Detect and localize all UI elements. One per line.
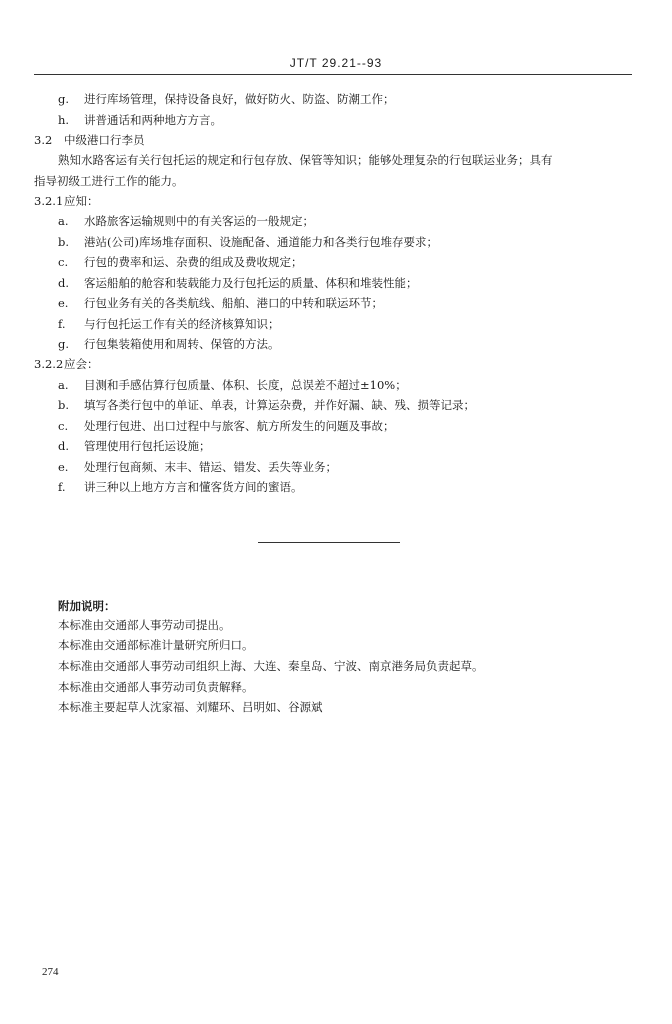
item-mark: d. [58, 276, 70, 290]
notes-title: 附加说明： [58, 599, 116, 613]
end-divider [258, 542, 400, 543]
item-text: 水路旅客运输规则中的有关客运的一般规定； [84, 214, 314, 228]
item-text: 处理行包商频、末丰、错运、错发、丢失等业务； [84, 460, 337, 474]
list-item [58, 317, 280, 331]
list-item [58, 113, 222, 127]
page-number: 274 [42, 966, 59, 978]
section-heading-3-2-2 [34, 357, 99, 371]
item-mark: c. [58, 419, 69, 433]
item-text: 管理使用行包托运设施； [84, 439, 211, 453]
list-item [58, 419, 395, 433]
list-item [58, 92, 395, 106]
item-text: 客运船舶的舱容和装载能力及行包托运的质量、体积和堆装性能； [84, 276, 418, 290]
standard-code-header: JT/T 29.21--93 [289, 56, 383, 70]
item-mark: g. [58, 92, 70, 106]
list-item [58, 214, 314, 228]
item-text: 进行库场管理，保持设备良好，做好防火、防盗、防潮工作； [84, 92, 395, 106]
item-text: 与行包托运工作有关的经济核算知识； [84, 317, 280, 331]
note-line: 本标准由交通部标准计量研究所归口。 [58, 638, 254, 652]
note-line: 本标准由交通部人事劳动司提出。 [58, 618, 231, 632]
item-mark: f. [58, 480, 66, 494]
item-mark: d. [58, 439, 70, 453]
note-line: 本标准主要起草人沈家福、刘耀环、吕明如、谷源斌 [58, 700, 323, 714]
item-mark: h. [58, 113, 70, 127]
section-number: 3.2.1 [34, 194, 64, 208]
section-heading-3-2-1 [34, 194, 99, 208]
item-mark: a. [58, 378, 69, 392]
list-item [58, 296, 383, 310]
list-item [58, 398, 475, 412]
section-title: 应知： [64, 194, 99, 208]
item-text: 行包业务有关的各类航线、船舶、港口的中转和联运环节； [84, 296, 383, 310]
item-text: 行包集装箱使用和周转、保管的方法。 [84, 337, 280, 351]
section-title: 中级港口行李员 [64, 133, 145, 147]
item-mark: b. [58, 398, 70, 412]
item-mark: e. [58, 460, 69, 474]
section-body-line: 指导初级工进行工作的能力。 [34, 174, 184, 188]
section-number: 3.2.2 [34, 357, 64, 371]
section-heading-3-2 [34, 133, 145, 147]
list-item [58, 276, 418, 290]
note-line: 本标准由交通部人事劳动司组织上海、大连、秦皇岛、宁波、南京港务局负责起草。 [58, 659, 484, 673]
list-item [58, 255, 303, 269]
list-item [58, 378, 407, 392]
item-text: 港站(公司)库场堆存面积、设施配备、通道能力和各类行包堆存要求； [84, 235, 438, 249]
item-mark: b. [58, 235, 70, 249]
list-item [58, 439, 211, 453]
list-item [58, 480, 303, 494]
section-title: 应会： [64, 357, 99, 371]
list-item [58, 337, 280, 351]
item-text: 处理行包进、出口过程中与旅客、航方所发生的问题及事故； [84, 419, 395, 433]
section-body-line: 熟知水路客运有关行包托运的规定和行包存放、保管等知识；能够处理复杂的行包联运业务；具有 [58, 153, 553, 167]
section-number: 3.2 [34, 133, 53, 147]
item-mark: f. [58, 317, 66, 331]
item-mark: a. [58, 214, 69, 228]
item-mark: g. [58, 337, 70, 351]
item-text: 讲普通话和两种地方方言。 [84, 113, 222, 127]
item-mark: e. [58, 296, 69, 310]
item-mark: c. [58, 255, 69, 269]
item-text: 讲三种以上地方方言和懂客货方间的蜜语。 [84, 480, 303, 494]
header-rule [34, 74, 632, 75]
item-text: 目测和手感估算行包质量、体积、长度，总误差不超过±10%； [84, 378, 407, 392]
note-line: 本标准由交通部人事劳动司负责解释。 [58, 680, 254, 694]
item-text: 行包的费率和运、杂费的组成及费收规定； [84, 255, 303, 269]
list-item [58, 235, 438, 249]
item-text: 填写各类行包中的单证、单表，计算运杂费，并作好漏、缺、残、损等记录； [84, 398, 475, 412]
list-item [58, 460, 337, 474]
